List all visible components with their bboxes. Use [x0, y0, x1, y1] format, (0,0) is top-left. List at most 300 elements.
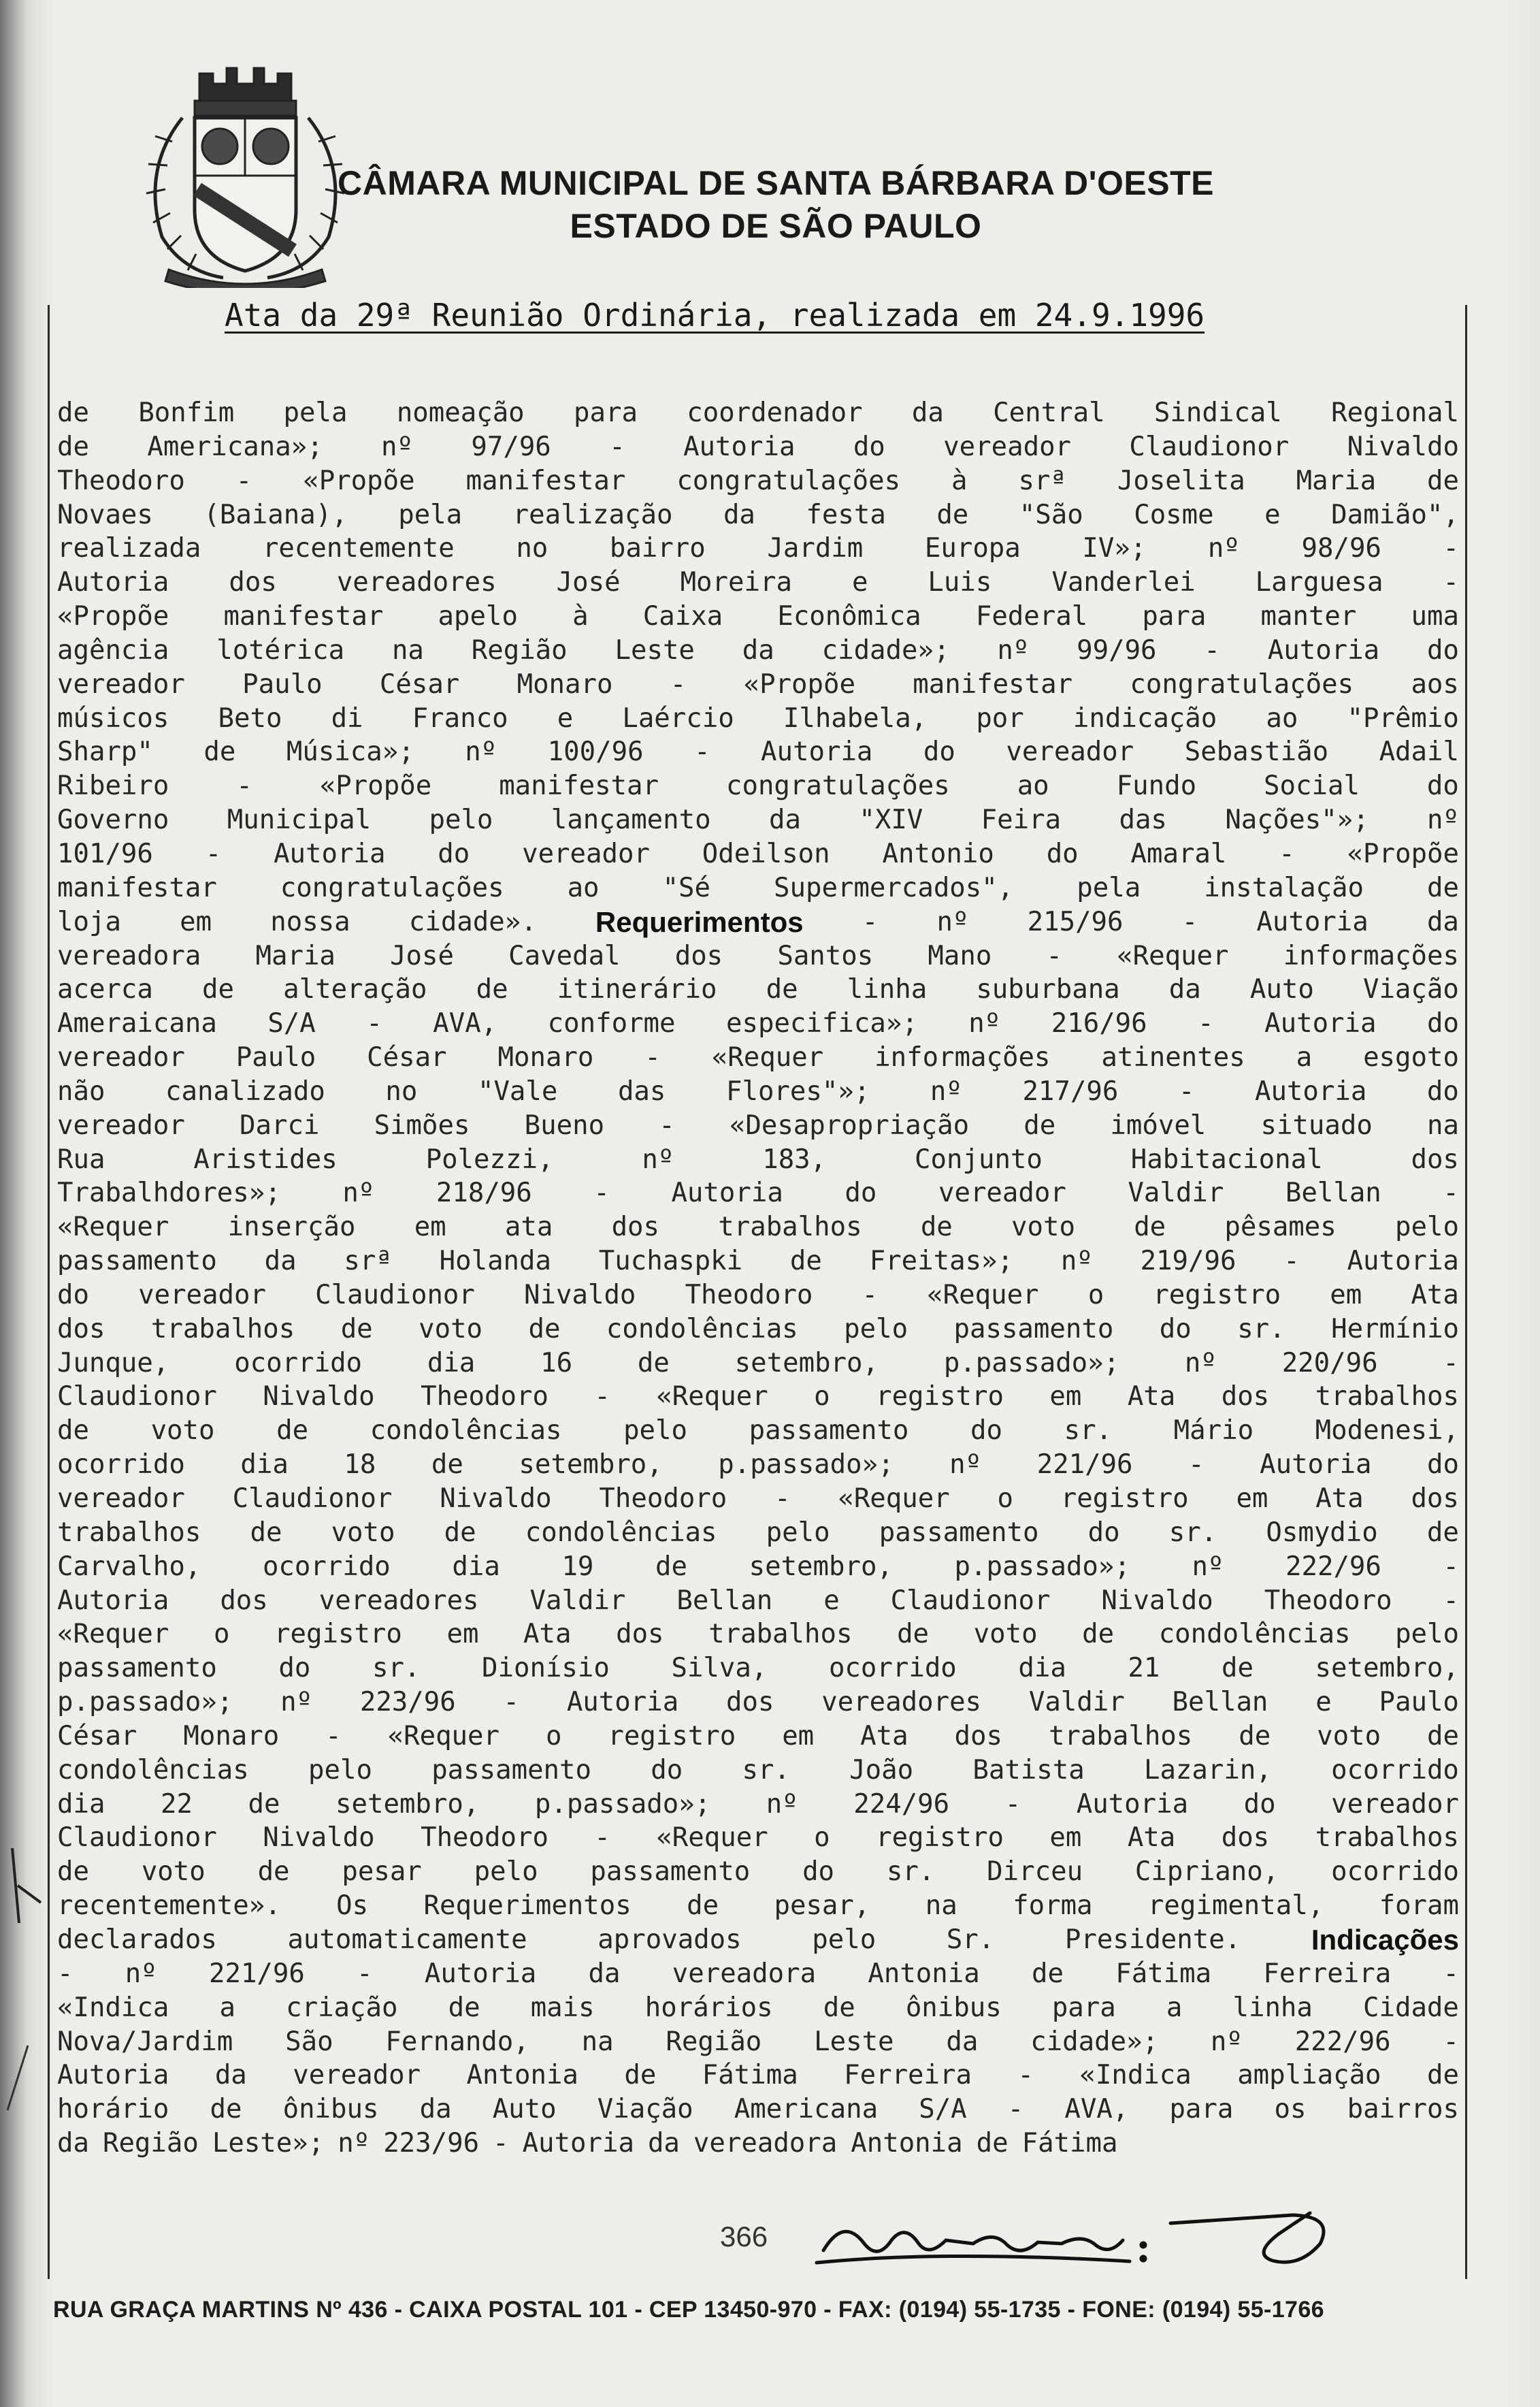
text-word: Supermercados",	[774, 872, 1014, 903]
text-word: -	[1283, 1246, 1300, 1277]
text-word: Autoria	[1254, 1076, 1367, 1107]
text-word: César	[379, 668, 460, 700]
text-word: -	[235, 465, 252, 496]
text-word: dos	[229, 567, 277, 598]
text-word: Ata	[1411, 1279, 1459, 1310]
text-word: 218/96	[436, 1178, 532, 1209]
text-word: Polezzi,	[425, 1144, 554, 1175]
text-word: sr.	[886, 1856, 935, 1888]
text-word: Aristides	[193, 1144, 338, 1175]
text-word: na	[391, 634, 424, 666]
text-word: dos	[57, 1313, 105, 1344]
text-word: -	[1443, 2026, 1459, 2057]
text-word: em	[782, 1720, 815, 1751]
text-word: na	[581, 2026, 614, 2057]
text-word: para	[574, 398, 638, 428]
text-word: Theodoro	[421, 1822, 548, 1854]
text-word: especifica»;	[726, 1008, 918, 1039]
text-word: no	[385, 1076, 418, 1107]
text-word: Hermínio	[1331, 1313, 1459, 1344]
text-word: «Requer	[838, 1483, 950, 1514]
text-word: linha	[847, 974, 928, 1005]
text-word: setembro,	[749, 1551, 893, 1582]
text-line	[57, 1550, 1459, 1584]
text-word: João	[849, 1754, 914, 1786]
text-word: Nivaldo	[1347, 431, 1459, 462]
text-word: nº	[1184, 1347, 1217, 1378]
text-word: o	[213, 1619, 230, 1650]
text-word: Ata	[1127, 1822, 1176, 1854]
text-line	[57, 1719, 1459, 1754]
text-word: da	[769, 805, 801, 836]
text-word: lançamento	[551, 805, 711, 836]
text-word: da	[588, 1958, 621, 1989]
text-word: de	[257, 1856, 290, 1888]
text-word: de	[210, 2094, 242, 2125]
text-word: 224/96	[853, 1788, 950, 1820]
text-word: -	[1017, 2060, 1034, 2091]
text-word: Claudionor	[57, 1822, 217, 1854]
text-line	[57, 1516, 1459, 1550]
text-word: «Indica	[1079, 2060, 1192, 2091]
text-word: Americana»;	[147, 431, 323, 462]
text-word: nº	[1210, 2026, 1243, 2057]
text-word: não	[57, 1076, 105, 1107]
text-word: dos	[220, 1585, 268, 1616]
text-word: -	[205, 838, 222, 869]
text-word: Ilhabela,	[783, 702, 928, 734]
text-word: Região	[102, 2128, 199, 2159]
text-word: registro	[274, 1619, 402, 1650]
text-word: Larguesa	[1255, 567, 1383, 598]
text-line	[57, 464, 1459, 498]
text-word: Mano	[928, 940, 992, 971]
text-word: manifestar	[57, 872, 217, 903]
text-word: -	[862, 906, 879, 937]
text-word: Nivaldo	[524, 1279, 636, 1310]
text-line	[57, 735, 1459, 769]
text-word: vereadora	[57, 940, 201, 971]
text-word: trabalhos	[718, 1212, 862, 1243]
text-word: Fátima	[1021, 2128, 1118, 2159]
text-line	[57, 2025, 1459, 2059]
text-word: Música»;	[286, 737, 414, 768]
text-word: os	[1274, 2094, 1307, 2125]
text-word: voto	[331, 1517, 395, 1548]
text-word: Bellan	[1172, 1687, 1268, 1718]
text-line	[57, 1414, 1459, 1448]
text-word: Cavedal	[508, 940, 621, 971]
text-word: ao	[1017, 771, 1049, 802]
text-word: uma	[1411, 601, 1459, 632]
text-word: di	[331, 702, 363, 734]
text-word: 16	[540, 1347, 573, 1378]
text-line	[57, 769, 1459, 803]
text-word: 22	[161, 1788, 193, 1820]
text-word: aos	[1411, 668, 1459, 700]
text-word: -	[1279, 838, 1295, 869]
text-word: de	[976, 2128, 1009, 2159]
text-word: ocorrido	[262, 1551, 391, 1582]
text-word: "Prêmio	[1347, 702, 1459, 734]
text-word: passamento	[57, 1246, 217, 1277]
text-word: Bueno	[524, 1110, 605, 1141]
text-word: de	[57, 1415, 89, 1447]
text-word: condolências	[1158, 1619, 1351, 1650]
text-word: Monaro	[517, 668, 613, 700]
text-word: na	[925, 1890, 957, 1922]
text-word: Franco	[412, 702, 508, 734]
text-word: Americana	[734, 2094, 879, 2125]
text-word: a	[219, 1992, 235, 2023]
text-word: Claudionor	[890, 1585, 1051, 1616]
text-word: de	[448, 1992, 480, 2023]
text-word: canalizado	[165, 1076, 325, 1107]
text-line	[57, 668, 1459, 702]
text-line	[57, 1889, 1459, 1923]
text-word: Antonia	[466, 2060, 578, 2091]
text-word: vereador	[1331, 1788, 1459, 1820]
text-word: Ata	[1315, 1483, 1364, 1514]
section-heading-word: Requerimentos	[595, 905, 804, 938]
text-word: -	[1443, 1585, 1459, 1616]
text-word: Econômica	[777, 601, 921, 632]
text-word: -	[659, 1110, 675, 1141]
text-word: dia	[452, 1551, 500, 1582]
text-word: 18	[344, 1449, 376, 1481]
text-word: ônibus	[282, 2094, 379, 2125]
text-word: do	[845, 1178, 877, 1209]
text-word: cidade»;	[1030, 2026, 1159, 2057]
text-word: Autoria	[57, 2060, 169, 2091]
text-word: ocorrido	[234, 1347, 363, 1378]
text-word: Monaro	[497, 1042, 594, 1073]
text-line	[57, 1991, 1459, 2025]
text-word: Bonfim	[138, 398, 235, 428]
text-word: de	[637, 1347, 670, 1378]
text-word: Nivaldo	[1101, 1585, 1213, 1616]
text-line	[57, 1821, 1459, 1855]
text-word: Paulo	[242, 668, 323, 700]
text-word: pelo	[474, 1856, 538, 1888]
text-line	[57, 1346, 1459, 1380]
text-word: sr.	[372, 1653, 421, 1684]
text-word: nº	[280, 1687, 313, 1718]
text-word: Antonia	[868, 1958, 980, 1989]
text-word: Maria	[1296, 465, 1377, 496]
text-word: -	[644, 1042, 661, 1073]
text-word: Ata	[860, 1720, 908, 1751]
text-word: condolências	[606, 1313, 798, 1344]
text-line	[57, 1210, 1459, 1244]
text-word: Autoria	[1076, 1788, 1189, 1820]
text-word: -	[594, 1822, 610, 1854]
text-word: dos	[674, 940, 723, 971]
text-word: Autoria	[1347, 1246, 1459, 1277]
text-word: Luis	[928, 567, 992, 598]
right-margin-rule	[1465, 305, 1467, 2279]
text-word: 216/96	[1051, 1008, 1147, 1039]
text-word: dos	[725, 1687, 774, 1718]
text-word: Governo	[57, 805, 169, 836]
text-word: Ribeiro	[57, 771, 169, 802]
text-word: congratulações	[725, 771, 950, 802]
text-line	[57, 634, 1459, 668]
text-word: sr.	[1168, 1517, 1217, 1548]
text-word: pela	[398, 499, 463, 530]
text-word: passamento	[749, 1415, 909, 1447]
text-word: IV»;	[1082, 533, 1147, 564]
text-line	[57, 1278, 1459, 1312]
text-word: do	[1046, 838, 1079, 869]
text-word: Social	[1264, 771, 1360, 802]
text-word: nº	[1060, 1246, 1093, 1277]
handwritten-signatures	[803, 2203, 1375, 2278]
text-word: 99/96	[1077, 634, 1157, 666]
text-word: Leste	[814, 2026, 894, 2057]
text-word: Autoria	[761, 737, 873, 768]
text-word: do	[802, 1856, 835, 1888]
text-word: Cipriano,	[1134, 1856, 1279, 1888]
text-word: em	[1236, 1483, 1268, 1514]
page-number: 366	[720, 2220, 768, 2252]
text-word: Autoria	[57, 1585, 169, 1616]
text-word: vereadores	[318, 1585, 479, 1616]
text-word: «Requer	[57, 1212, 169, 1243]
text-word: Leste»;	[212, 2128, 325, 2159]
text-word: trabalhos	[57, 1517, 201, 1548]
text-word: ocorrido	[828, 1653, 957, 1684]
text-word: do	[1426, 634, 1459, 666]
text-word: Nivaldo	[263, 1381, 375, 1412]
text-line	[57, 1312, 1459, 1346]
text-word: Ameraicana	[57, 1008, 217, 1039]
text-word: Laércio	[622, 702, 734, 734]
text-line	[57, 1448, 1459, 1482]
text-word: Theodoro	[599, 1483, 727, 1514]
text-line	[57, 1617, 1459, 1651]
text-word: do	[970, 1415, 1002, 1447]
text-word: pesar,	[774, 1890, 870, 1922]
text-word: Antonia	[851, 2128, 963, 2159]
text-word: Trabalhdores»;	[57, 1178, 281, 1209]
text-word: o	[814, 1822, 830, 1854]
text-word: Ferreira	[844, 2060, 972, 2091]
text-word: «Indica	[57, 1992, 169, 2023]
text-word: Ata	[1127, 1381, 1176, 1412]
text-word: da	[57, 2128, 89, 2159]
text-word: de	[823, 1992, 855, 2023]
text-word: dos	[1411, 1483, 1459, 1514]
text-line	[57, 1754, 1459, 1788]
text-word: Tuchaspki	[598, 1246, 743, 1277]
text-word: srª	[344, 1246, 392, 1277]
text-word: do	[1427, 1008, 1459, 1039]
text-word: nº	[968, 1008, 1001, 1039]
margin-pen-mark	[5, 1845, 46, 1926]
text-word: manifestar	[465, 465, 626, 496]
text-word: o	[997, 1483, 1013, 1514]
text-word: dos	[1221, 1381, 1270, 1412]
text-word: setembro,	[1315, 1653, 1459, 1684]
text-word: atinentes	[1101, 1042, 1245, 1073]
text-word: Simões	[374, 1110, 470, 1141]
text-word: vereador	[57, 1110, 185, 1141]
text-word: Os	[336, 1890, 369, 1922]
text-word: passamento	[953, 1313, 1114, 1344]
text-word: da	[647, 2128, 680, 2159]
text-word: linha	[1232, 1992, 1313, 2023]
text-word: Fátima	[702, 2060, 798, 2091]
text-word: Theodoro	[57, 465, 185, 496]
text-word: do	[1427, 1449, 1459, 1481]
text-word: manter	[1260, 601, 1357, 632]
text-word: mais	[530, 1992, 595, 2023]
text-word: vereador	[943, 431, 1072, 462]
text-word: Bellan	[1285, 1178, 1381, 1209]
text-word: dia	[427, 1347, 476, 1378]
text-word: José	[556, 567, 621, 598]
text-line	[57, 803, 1459, 837]
text-word: informações	[1283, 940, 1459, 971]
text-word: voto	[150, 1415, 215, 1447]
text-word: vereador	[57, 1042, 185, 1073]
text-line	[57, 939, 1459, 973]
text-word: ampliação	[1237, 2060, 1381, 2091]
text-line	[57, 566, 1459, 600]
text-word: Valdir	[1128, 1178, 1224, 1209]
text-word: agência	[57, 634, 169, 666]
text-word: nº	[1207, 533, 1240, 564]
text-word: coordenador	[687, 398, 863, 428]
text-word: congratulações	[1130, 668, 1354, 700]
text-word: Monaro	[183, 1720, 280, 1751]
text-word: Valdir	[529, 1585, 626, 1616]
text-word: esgoto	[1363, 1042, 1459, 1073]
text-word: de	[57, 1856, 89, 1888]
text-line	[57, 1007, 1459, 1041]
text-word: p.passado»;	[534, 1788, 711, 1820]
text-word: alteração	[283, 974, 427, 1005]
text-word: vereador	[938, 1178, 1066, 1209]
text-word: de	[655, 1551, 687, 1582]
text-word: de	[57, 431, 89, 462]
text-word: passamento	[879, 1517, 1039, 1548]
text-word: (Baiana),	[203, 499, 348, 530]
text-word: -	[694, 737, 710, 768]
text-word: São	[285, 2026, 333, 2057]
text-word: ônibus	[905, 1992, 1002, 2023]
text-line	[57, 2093, 1459, 2127]
text-word: 100/96	[547, 737, 644, 768]
text-word: nº	[338, 2128, 370, 2159]
text-line	[57, 2127, 1459, 2161]
text-word: indicação	[1072, 702, 1217, 734]
text-word: Nivaldo	[440, 1483, 552, 1514]
text-word: Odeilson	[702, 838, 830, 869]
text-word: Autoria	[1260, 1449, 1372, 1481]
text-word: das	[617, 1076, 666, 1107]
text-word: setembro,	[519, 1449, 663, 1481]
text-word: Vanderlei	[1051, 567, 1196, 598]
text-word: Holanda	[439, 1246, 551, 1277]
text-word: sr.	[1237, 1313, 1285, 1344]
text-word: voto	[973, 1619, 1038, 1650]
text-word: Santos	[777, 940, 874, 971]
text-word: vereadores	[336, 567, 497, 598]
text-word: -	[503, 1687, 520, 1718]
text-word: de	[1221, 1653, 1254, 1684]
text-word: de	[476, 974, 508, 1005]
text-word: da	[723, 499, 755, 530]
text-word: Autoria	[57, 567, 169, 598]
text-word: em	[180, 906, 212, 937]
text-word: vereador	[522, 838, 650, 869]
text-word: Autoria	[566, 1687, 679, 1718]
text-line	[57, 1176, 1459, 1210]
text-word: "XIV	[859, 805, 923, 836]
text-word: S/A	[267, 1008, 316, 1039]
text-word: e	[823, 1585, 840, 1616]
text-word: setembro,	[335, 1788, 480, 1820]
text-word: festa	[806, 499, 886, 530]
text-word: Federal	[975, 601, 1088, 632]
text-word: registro	[1060, 1483, 1189, 1514]
text-word: César	[57, 1720, 137, 1751]
text-word: pelo	[844, 1313, 908, 1344]
text-word: do	[57, 1279, 89, 1310]
text-word: de	[1427, 1720, 1459, 1751]
text-word: Fernando,	[385, 2026, 529, 2057]
text-word: do	[438, 838, 470, 869]
text-word: Sebastião	[1184, 737, 1329, 768]
text-word: Theodoro	[421, 1381, 548, 1412]
text-word: nº	[381, 431, 413, 462]
text-word: -	[325, 1720, 342, 1751]
text-word: passamento	[57, 1653, 217, 1684]
text-word: ocorrido	[1331, 1856, 1459, 1888]
text-word: 183,	[762, 1144, 827, 1175]
left-margin-rule	[48, 305, 50, 2279]
text-word: de	[624, 2060, 657, 2091]
text-word: a	[1166, 1992, 1183, 2023]
text-line	[57, 600, 1459, 634]
text-word: ata	[504, 1212, 553, 1243]
text-word: de	[276, 1415, 309, 1447]
text-word: de	[248, 1788, 280, 1820]
text-word: -	[1443, 533, 1459, 564]
text-word: 222/96	[1285, 1551, 1381, 1582]
text-word: pelo	[623, 1415, 687, 1447]
text-word: forma	[1013, 1890, 1093, 1922]
text-word: dos	[1411, 1144, 1459, 1175]
text-word: Joselita	[1117, 465, 1245, 496]
text-word: para	[1051, 1992, 1116, 2023]
text-word: -	[1443, 1551, 1459, 1582]
text-word: Adail	[1379, 737, 1459, 768]
text-line	[57, 1109, 1459, 1143]
text-word: de	[789, 1246, 822, 1277]
state-name: ESTADO DE SÃO PAULO	[570, 207, 982, 245]
text-word: dia	[1018, 1653, 1066, 1684]
text-word: cidade»;	[821, 634, 950, 666]
text-word: pêsames	[1224, 1212, 1337, 1243]
text-word: dos	[611, 1212, 660, 1243]
text-word: Leste	[615, 634, 695, 666]
text-word: Lazarin,	[1143, 1754, 1272, 1786]
text-word: 19	[561, 1551, 594, 1582]
text-word: Autoria	[671, 1178, 783, 1209]
